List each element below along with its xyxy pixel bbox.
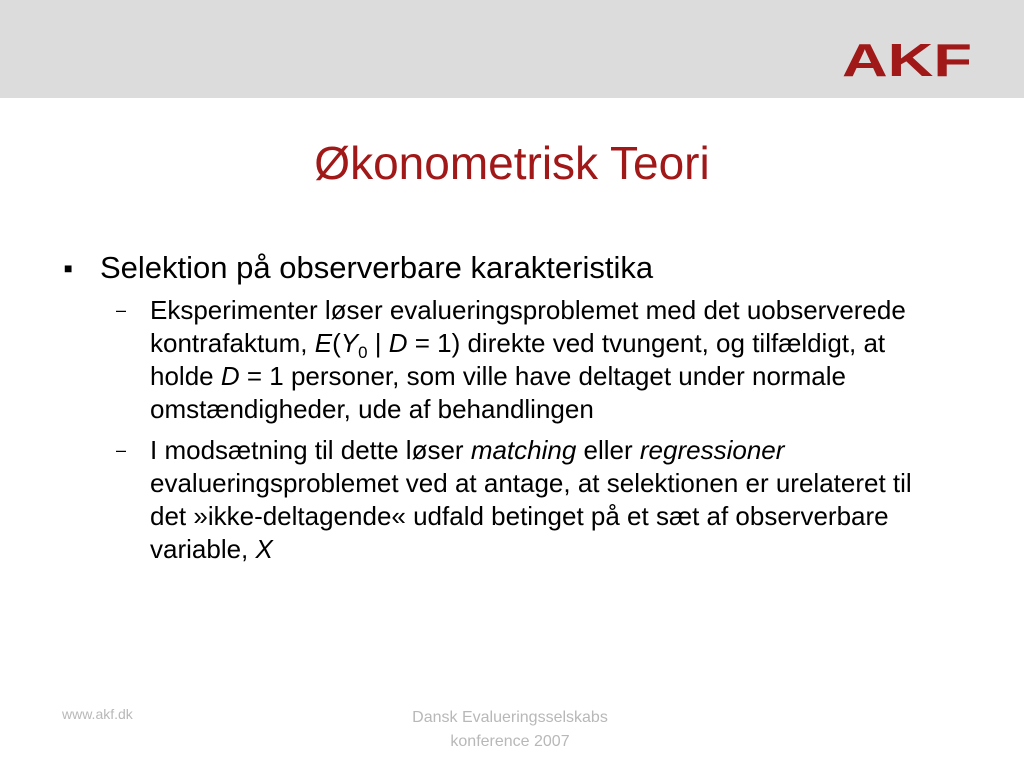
slide-title: Økonometrisk Teori <box>314 137 710 189</box>
sub-bullet-item-1 <box>112 294 952 426</box>
sub-bullet-text-2: I modsætning til dette løser matching eller regressioner evalueringsproblemet ved at antage, at selektionen er urelateret til det »ikke-deltagende« udfald betinget på et sæt af observerbare variable, X <box>150 435 912 564</box>
footer-conference-line-2: konference 2007 <box>450 733 570 750</box>
bullet-text: Selektion på observerbare karakteristika <box>100 250 654 285</box>
slide-content <box>62 248 962 566</box>
footer-conference <box>380 706 640 754</box>
sub-bullet-text-1: Eksperimenter løser evalueringsproblemet med det uobserverede kontrafaktum, $E(Y_0$ | D = 1) direkte ved tvungent, og tilfældigt, at holde D = 1 personer, som ville have deltaget under normale omstændigheder, ude af behandlingen <box>150 295 906 424</box>
footer-conference-line-1: Dansk Evalueringsselskabs <box>412 709 608 726</box>
square-bullet-icon: ■ <box>64 260 73 276</box>
dash-bullet-icon: – <box>116 300 127 320</box>
akf-logo-text: AKF <box>842 40 972 80</box>
sub-bullet-item-2 <box>112 434 952 566</box>
akf-logo <box>842 40 974 80</box>
bullet-item <box>62 248 962 288</box>
dash-bullet-icon: – <box>116 440 127 460</box>
footer-url: www.akf.dk <box>62 706 133 722</box>
